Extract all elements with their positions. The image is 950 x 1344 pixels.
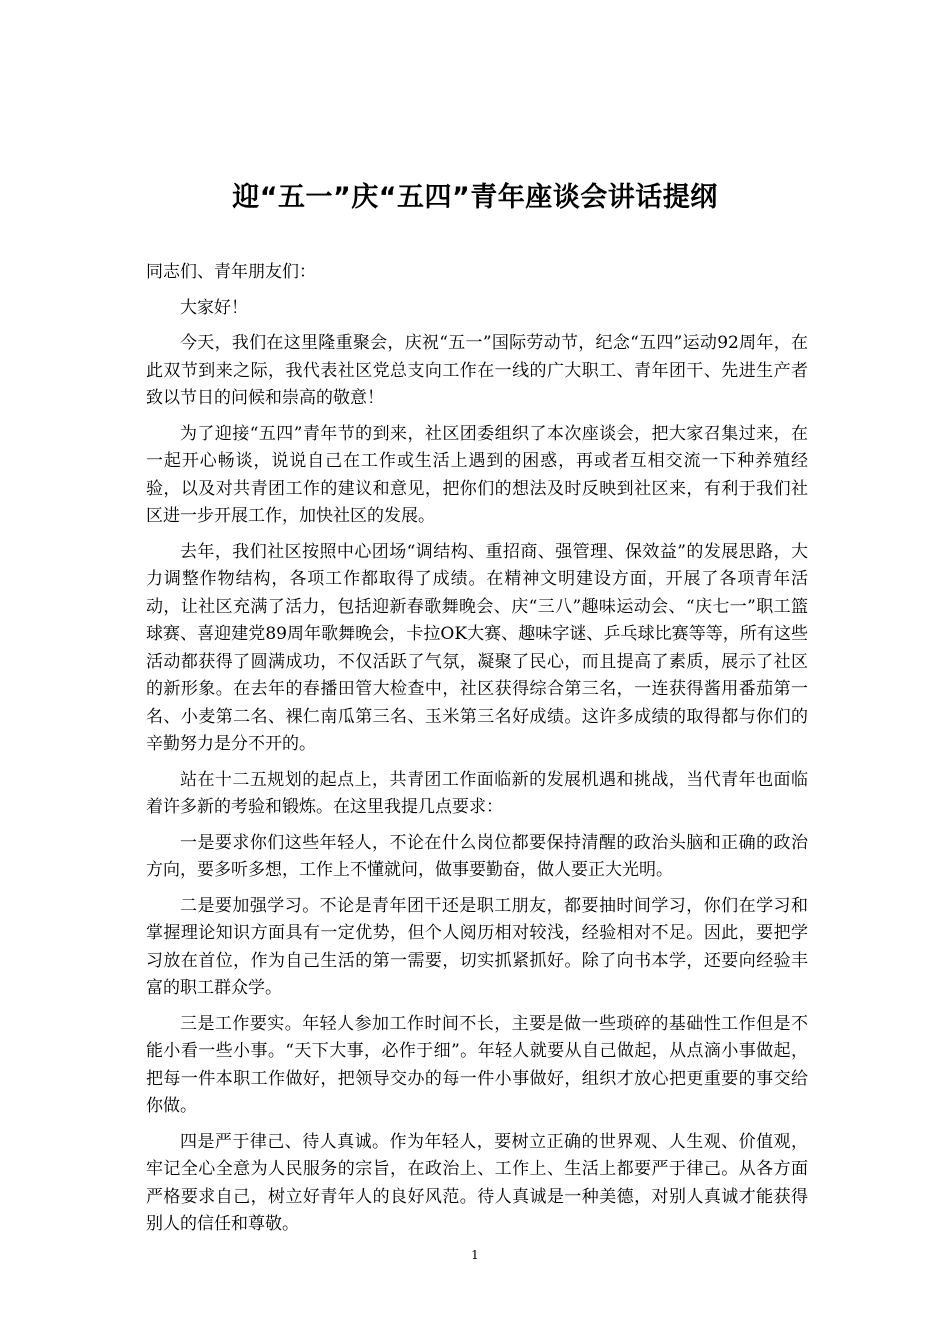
paragraph-requirement-2: 二是要加强学习。不论是青年团干还是职工朋友，都要抽时间学习，你们在学习和掌握理论知识方面具有一定优势，但个人阅历相对较浅，经验相对不足。因此，要把学习放在首位，作为自己生活的第一需要，切实抓紧抓好。除了向书本学，还要向经验丰富的职工群众学。 — [146, 895, 808, 998]
document-body — [146, 259, 808, 1247]
paragraph-requirement-1: 一是要求你们这些年轻人，不论在什么岗位都要保持清醒的政治头脑和正确的政治方向，要多听多想，工作上不懂就问，做事要勤奋，做人要正大光明。 — [146, 832, 808, 880]
paragraph-greeting: 大家好！ — [180, 297, 248, 318]
salutation: 同志们、青年朋友们： — [146, 262, 316, 282]
page-number: 1 — [471, 1248, 479, 1262]
paragraph-requirement-4: 四是严于律己、待人真诚。作为年轻人，要树立正确的世界观、人生观、价值观，牢记全心全意为人民服务的宗旨，在政治上、工作上、生活上都要严于律己。从各方面严格要求自己，树立好青年人的良好风范。待人真诚是一种美德，对别人真诚才能获得别人的信任和尊敬。 — [146, 1131, 808, 1234]
document-title: 迎“五一”庆“五四”青年座谈会讲话提纲 — [232, 182, 718, 213]
paragraph-purpose: 为了迎接“五四”青年节的到来，社区团委组织了本次座谈会，把大家召集过来，在一起开心畅谈，说说自己在工作或生活上遇到的困惑，再或者互相交流一下种养殖经验，以及对共青团工作的建议和意见，把你们的想法及时反映到社区来，有利于我们社区进一步开展工作，加快社区的发展。 — [146, 423, 808, 526]
paragraph-requirement-3: 三是工作要实。年轻人参加工作时间不长，主要是做一些琐碎的基础性工作但是不能小看一些小事。“天下大事，必作于细”。年轻人就要从自己做起，从点滴小事做起，把每一件本职工作做好，把领导交办的每一件小事做好，组织才放心把更重要的事交给你做。 — [146, 1013, 808, 1116]
paragraph-achievements: 去年，我们社区按照中心团场“调结构、重招商、强管理、保效益”的发展思路，大力调整作物结构，各项工作都取得了成绩。在精神文明建设方面，开展了各项青年活动，让社区充满了活力，包括迎新春歌舞晚会、庆“三八”趣味运动会、“庆七一”职工篮球赛、喜迎建党89周年歌舞晚会，卡拉OK大赛、趣味字谜、乒乓球比赛等等，所有这些活动都获得了圆满成功，不仅活跃了气氛，凝聚了民心，而且提高了素质，展示了社区的新形象。在去年的春播田管大检查中，社区获得综合第三名，一连获得酱用番茄第一名、小麦第二名、裸仁南瓜第三名、玉米第三名好成绩。这许多成绩的取得都与你们的辛勤努力是分不开的。 — [146, 541, 808, 754]
paragraph-requirements-intro: 站在十二五规划的起点上，共青团工作面临新的发展机遇和挑战，当代青年也面临着许多新的考验和锻炼。在这里我提几点要求： — [146, 769, 808, 817]
paragraph-opening: 今天，我们在这里隆重聚会，庆祝“五一”国际劳动节，纪念“五四”运动92周年，在此双节到来之际，我代表社区党总支向工作在一线的广大职工、青年团干、先进生产者致以节日的问候和崇高的敬意！ — [146, 333, 808, 408]
